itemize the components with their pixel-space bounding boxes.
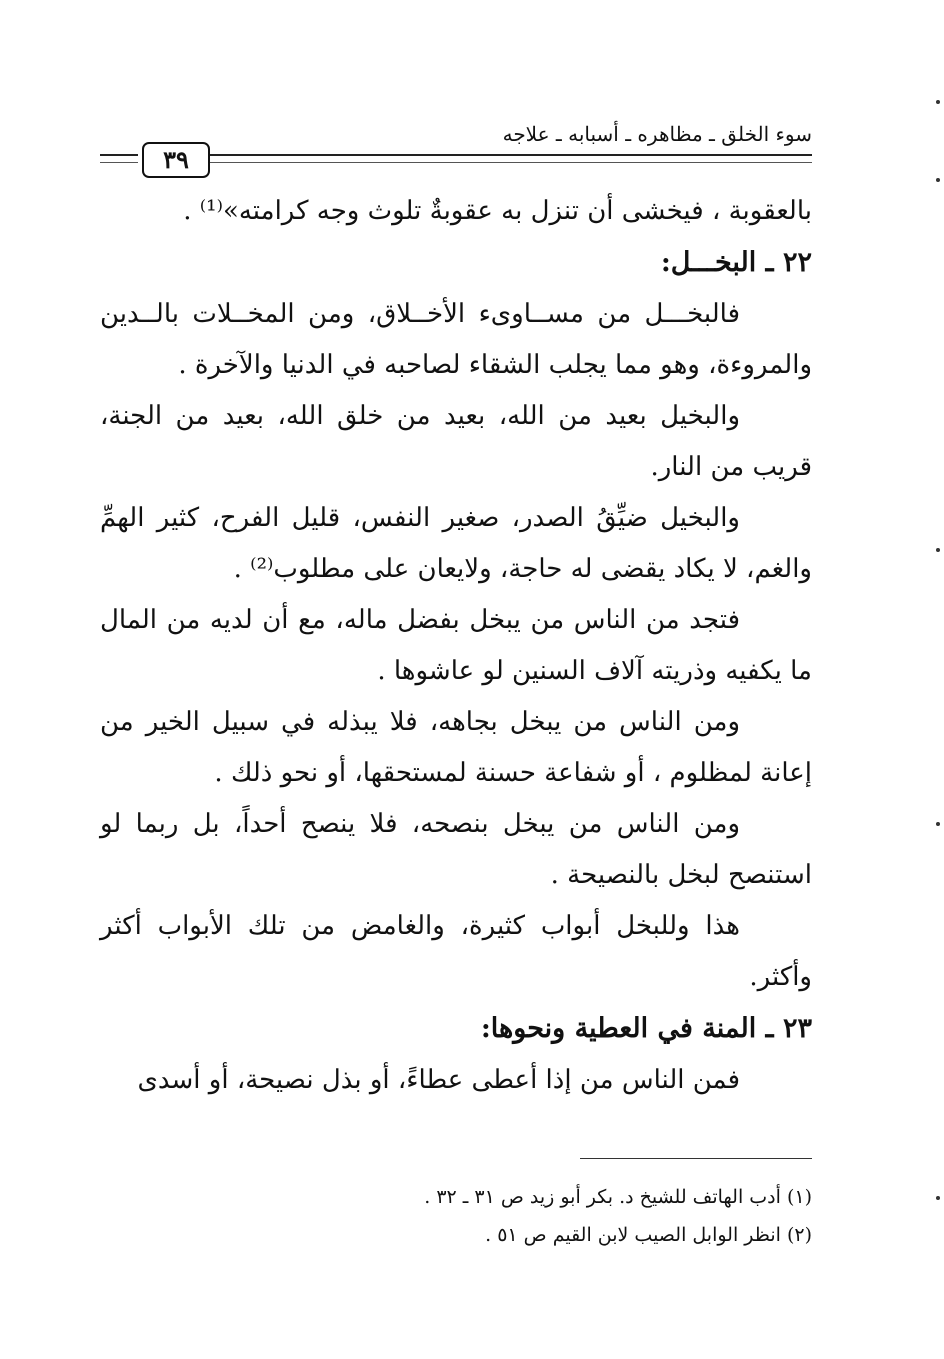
- footnote-separator: [580, 1158, 812, 1159]
- page-number: ٣٩: [142, 142, 210, 178]
- margin-speck: [936, 100, 940, 104]
- page-header: [100, 118, 812, 178]
- footnote-2: (٢) انظر الوابل الصيب لابن القيم ص ٥١ .: [485, 1224, 812, 1246]
- paragraph: فتجد من الناس من يبخل بفضل ماله، مع أن لديه من المال ما يكفيه وذريته آلاف السنين لو عاشوها .: [100, 605, 812, 686]
- margin-speck: [936, 822, 940, 826]
- section-heading-23: ٢٣ ـ المنة في العطية ونحوها:: [480, 1013, 812, 1044]
- margin-speck: [936, 178, 940, 182]
- footnote-1: (١) أدب الهاتف للشيخ د. بكر أبو زيد ص ٣١ ـ ٣٢ .: [424, 1186, 812, 1208]
- footnotes: [300, 1178, 812, 1254]
- paragraph: فالبخـــل من مســاوىء الأخــلاق، ومن المخــلات بالــدين والمروءة، وهو مما يجلب الشقاء لصاحبه في الدنيا والآخرة .: [100, 299, 812, 380]
- paragraph: فمن الناس من إذا أعطى عطاءً، أو بذل نصيحة، أو أسدى: [137, 1065, 740, 1095]
- paragraph: ومن الناس من يبخل بجاهه، فلا يبذله في سبيل الخير من إعانة لمظلوم ، أو شفاعة حسنة لمستحقها، أو نحو ذلك .: [100, 707, 812, 788]
- running-title: سوء الخلق ـ مظاهره ـ أسبابه ـ علاجه: [502, 122, 812, 146]
- paragraph: ومن الناس من يبخل بنصحه، فلا ينصح أحداً، بل ربما لو استنصح لبخل بالنصيحة .: [100, 809, 812, 890]
- section-heading-22: ٢٢ ـ البخـــل:: [660, 247, 812, 278]
- margin-speck: [936, 1196, 940, 1200]
- margin-speck: [936, 548, 940, 552]
- paragraph: هذا وللبخل أبواب كثيرة، والغامض من تلك الأبواب أكثر وأكثر.: [100, 911, 812, 992]
- paragraph: والبخيل بعيد من الله، بعيد من خلق الله، بعيد من الجنة، قريب من النار.: [100, 401, 812, 482]
- header-rule-left: [100, 154, 138, 163]
- paragraph: والبخيل ضيِّقُ الصدر، صغير النفس، قليل الفرح، كثير الهمِّ والغم، لا يكاد يقضى له حاجة، ولايعان على مطلوب⁽²⁾ .: [100, 503, 812, 584]
- main-text: [100, 186, 812, 1106]
- header-rule: [210, 154, 812, 163]
- paragraph: بالعقوبة ، فيخشى أن تنزل به عقوبةٌ تلوث وجه كرامته»⁽¹⁾ .: [183, 196, 812, 226]
